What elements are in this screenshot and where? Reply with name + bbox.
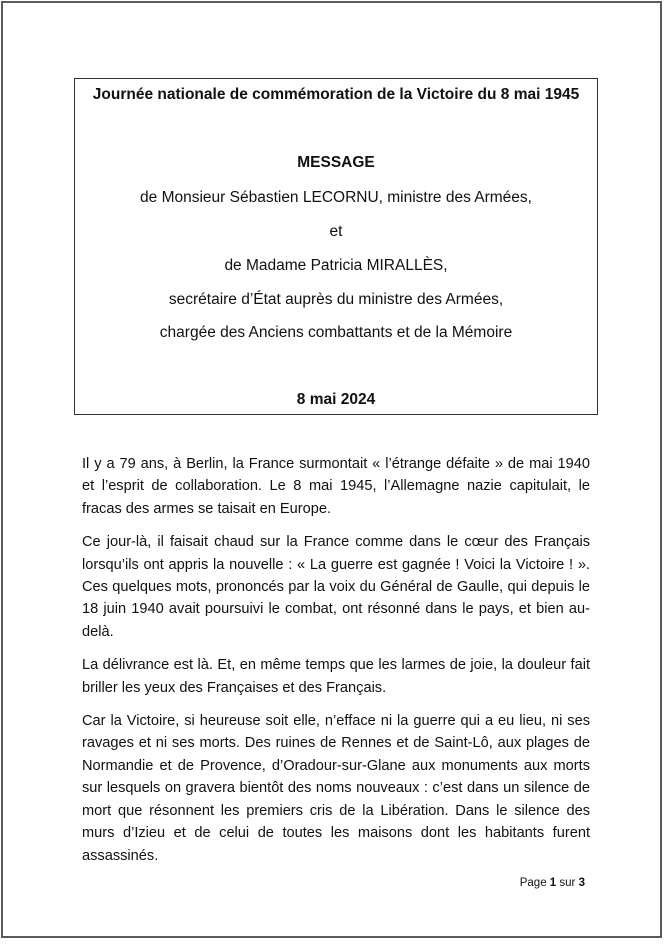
document-title: Journée nationale de commémoration de la Victoire du 8 mai 1945 — [92, 86, 580, 103]
page-word: Page — [519, 877, 547, 889]
paragraph: Ce jour-là, il faisait chaud sur la France comme dans le cœur des Français lorsqu’ils ont appris la nouvelle : « La guerre est gagnée ! Voici la Victoire ! ». Ces quelques mots, prononcés par la voix du Général de Gaulle, qui depuis le 18 juin 1940 avait poursuivi le combat, ont résonné dans le pays, et bien au-delà. — [82, 534, 590, 640]
secretary-role-line: chargée des Anciens combattants et de la Mémoire — [159, 324, 513, 341]
document-page — [1, 1, 662, 938]
page-sur: sur — [559, 877, 576, 889]
paragraph: Il y a 79 ans, à Berlin, la France surmontait « l’étrange défaite » de mai 1940 et l’esprit de collaboration. Le 8 mai 1945, l’Allemagne nazie capitulait, le fracas des armes se taisait en Europe. — [82, 456, 590, 517]
current-page: 1 — [549, 877, 557, 889]
conjunction: et — [329, 223, 343, 240]
page-number — [520, 877, 585, 889]
secretary-name-line: de Madame Patricia MIRALLÈS, — [224, 257, 448, 274]
header-box — [74, 78, 598, 415]
paragraph: Car la Victoire, si heureuse soit elle, n’efface ni la guerre qui a eu lieu, ni ses ravages et ni ses morts. Des ruines de Rennes et de Saint-Lô, aux plages de Normandie et de Provence, d’Oradour-sur-Glane aux monuments aux morts sur lesquels on gravera bientôt des noms nouveaux : c’est dans un silence de mort que résonnent les premiers cris de la Libération. Dans le silence des murs d’Izieu et de celui de toutes les maisons dont les habitants furent assassinés. — [82, 713, 590, 864]
minister-line: de Monsieur Sébastien LECORNU, ministre des Armées, — [140, 189, 532, 206]
secretary-title-line: secrétaire d’État auprès du ministre des Armées, — [168, 291, 504, 308]
total-pages: 3 — [578, 877, 585, 889]
message-body — [82, 453, 590, 878]
message-date: 8 mai 2024 — [296, 391, 376, 408]
message-label: MESSAGE — [297, 154, 375, 171]
paragraph: La délivrance est là. Et, en même temps que les larmes de joie, la douleur fait briller les yeux des Françaises et des Français. — [82, 657, 590, 696]
